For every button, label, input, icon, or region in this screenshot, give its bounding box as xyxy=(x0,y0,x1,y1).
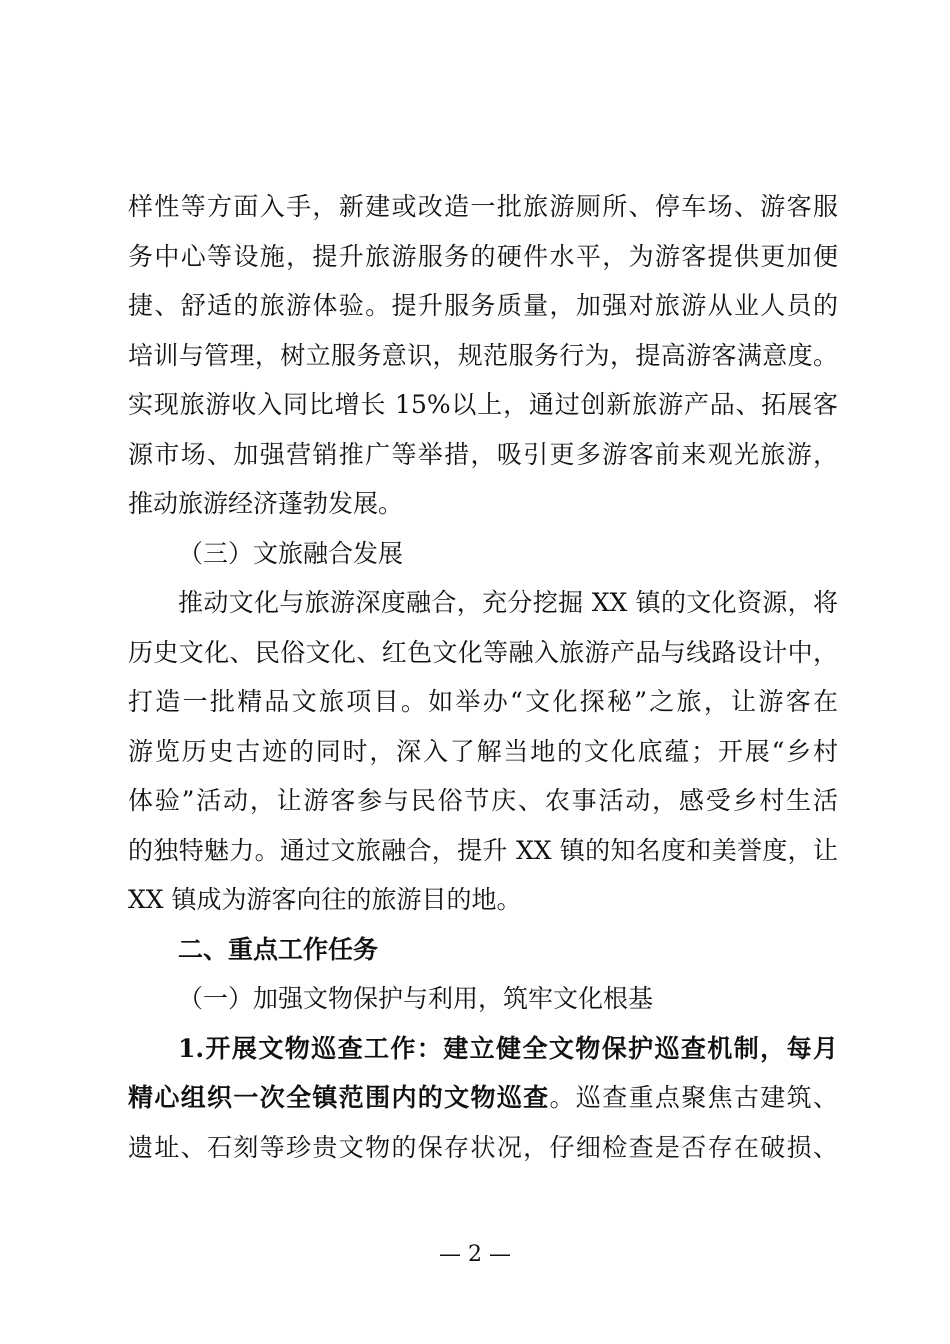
task-item-title-continued: 精心组织一次全镇范围内的文物巡查 xyxy=(128,1083,550,1112)
task-item-line xyxy=(128,1081,838,1115)
paragraph-line: 遗址、石刻等珍贵文物的保存状况，仔细检查是否存在破损、 xyxy=(128,1133,838,1162)
paragraph-line: 推动旅游经济蓬勃发展。 xyxy=(128,489,404,518)
paragraph-line: 体验”活动，让游客参与民俗节庆、农事活动，感受乡村生活 xyxy=(128,786,838,815)
paragraph-line: 源市场、加强营销推广等举措，吸引更多游客前来观光旅游， xyxy=(128,440,838,469)
section-heading: 二、重点工作任务 xyxy=(178,935,379,964)
task-item-text: 。巡查重点聚焦古建筑、 xyxy=(549,1083,838,1112)
task-item-title: 1.开展文物巡查工作：建立健全文物保护巡查机制，每月 xyxy=(178,1034,838,1063)
subheading-section-1: （一）加强文物保护与利用，筑牢文化根基 xyxy=(178,984,654,1013)
page-number: — 2 — xyxy=(439,1242,511,1267)
paragraph-line: 样性等方面入手，新建或改造一批旅游厕所、停车场、游客服 xyxy=(128,192,838,221)
paragraph-line: XX 镇成为游客向往的旅游目的地。 xyxy=(128,885,522,914)
paragraph-line: 捷、舒适的旅游体验。提升服务质量，加强对旅游从业人员的 xyxy=(128,291,838,320)
paragraph-line: 实现旅游收入同比增长 15%以上，通过创新旅游产品、拓展客 xyxy=(128,390,838,419)
subheading-section-3: （三）文旅融合发展 xyxy=(178,539,404,568)
paragraph-line: 游览历史古迹的同时，深入了解当地的文化底蕴；开展“乡村 xyxy=(128,737,838,766)
paragraph-line: 的独特魅力。通过文旅融合，提升 XX 镇的知名度和美誉度，让 xyxy=(128,836,838,865)
paragraph-line: 推动文化与旅游深度融合，充分挖掘 XX 镇的文化资源，将 xyxy=(178,588,838,617)
paragraph-line: 培训与管理，树立服务意识，规范服务行为，提高游客满意度。 xyxy=(128,341,838,370)
paragraph-line: 务中心等设施，提升旅游服务的硬件水平，为游客提供更加便 xyxy=(128,242,838,271)
paragraph-line: 打造一批精品文旅项目。如举办“文化探秘”之旅，让游客在 xyxy=(128,687,838,716)
paragraph-line: 历史文化、民俗文化、红色文化等融入旅游产品与线路设计中， xyxy=(128,638,838,667)
